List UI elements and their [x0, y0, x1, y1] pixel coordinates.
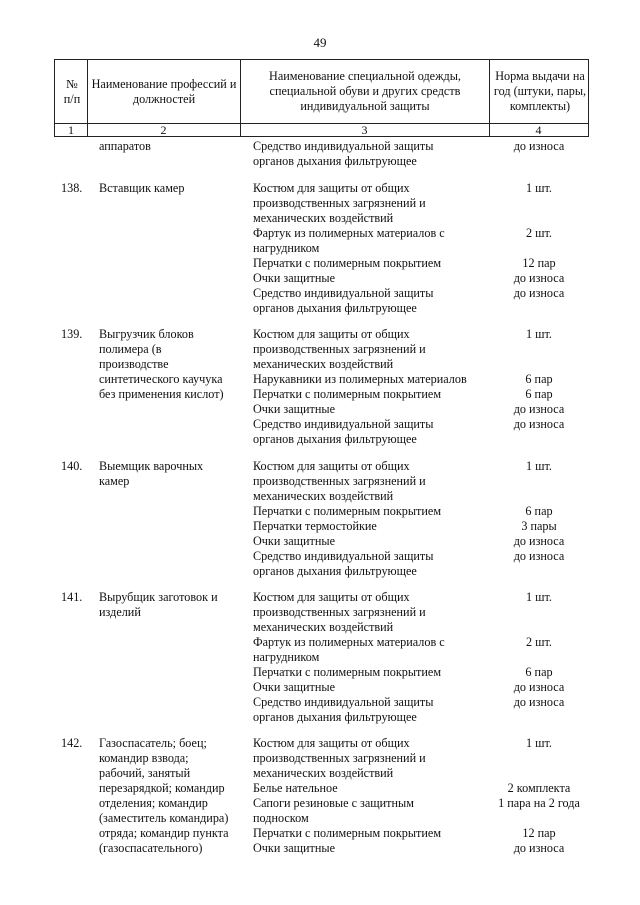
equipment-text: Средство индивидуальной защиты [253, 139, 434, 153]
norm-text: до износа [513, 549, 565, 563]
equipment-text: Фартук из полимерных материалов с [253, 226, 445, 240]
norm-text: до износа [513, 271, 565, 285]
column-number-3: 3 [361, 123, 368, 137]
header-profession [91, 60, 237, 123]
profession-text: аппаратов [99, 139, 151, 153]
header-profession-label: Наименование профессий и должностей [91, 76, 237, 106]
equipment-text: Костюм для защиты от общих [253, 736, 410, 750]
equipment-text: нагрудником [253, 650, 320, 664]
equipment-text: подноском [253, 811, 309, 825]
norm-text: 1 пара на 2 года [498, 796, 580, 810]
equipment-text: органов дыхания фильтрующее [253, 301, 417, 315]
header-norm-label: Норма выдачи на год (штуки, пары, комплекты) [493, 69, 587, 113]
norm-text: 2 шт. [526, 226, 552, 240]
norm-text: 2 комплекта [507, 781, 571, 795]
header-number-label: № п/п [63, 76, 81, 106]
norm-text: 6 пар [525, 504, 553, 518]
equipment-text: органов дыхания фильтрующее [253, 710, 417, 724]
norm-text: до износа [513, 534, 565, 548]
equipment-text: производственных загрязнений и [253, 751, 426, 765]
equipment-text: механических воздействий [253, 489, 394, 503]
norm-text: 2 шт. [526, 635, 552, 649]
norm-text: 1 шт. [526, 181, 552, 195]
profession-text: (заместитель командира) [99, 811, 229, 825]
norm-text: 3 пары [521, 519, 557, 533]
equipment-text: Костюм для защиты от общих [253, 327, 410, 341]
profession-text: Выемщик варочных [99, 459, 204, 473]
equipment-text: Средство индивидуальной защиты [253, 286, 434, 300]
equipment-text: Сапоги резиновые с защитным [253, 796, 414, 810]
norm-text: до износа [513, 402, 565, 416]
equipment-text: Перчатки термостойкие [253, 519, 377, 533]
equipment-text: Костюм для защиты от общих [253, 181, 410, 195]
norm-text: до износа [513, 695, 565, 709]
profession-text: изделий [99, 605, 141, 619]
norm-text: 12 пар [522, 256, 556, 270]
equipment-text: органов дыхания фильтрующее [253, 564, 417, 578]
norm-text: 12 пар [522, 826, 556, 840]
column-number-2: 2 [160, 123, 167, 137]
column-number-1: 1 [68, 123, 74, 137]
page-number: 49 [313, 35, 327, 50]
profession-text: командир взвода; [99, 751, 189, 765]
norm-text: 6 пар [525, 372, 553, 386]
equipment-text: Очки защитные [253, 402, 335, 416]
norm-text: до износа [513, 680, 565, 694]
profession-text: без применения кислот) [99, 387, 224, 401]
equipment-text: Перчатки с полимерным покрытием [253, 256, 442, 270]
equipment-text: механических воздействий [253, 211, 394, 225]
equipment-text: Фартук из полимерных материалов с [253, 635, 445, 649]
equipment-text: механических воздействий [253, 766, 394, 780]
equipment-text: органов дыхания фильтрующее [253, 154, 417, 168]
column-number-4: 4 [535, 123, 542, 137]
equipment-text: Перчатки с полимерным покрытием [253, 826, 442, 840]
row-number: 141. [61, 590, 83, 604]
profession-text: отделения; командир [99, 796, 208, 810]
equipment-text: механических воздействий [253, 620, 394, 634]
profession-text: Вставщик камер [99, 181, 185, 195]
row-number: 138. [61, 181, 83, 195]
norm-text: 6 пар [525, 387, 553, 401]
equipment-text: Очки защитные [253, 680, 335, 694]
header-equipment [245, 60, 485, 123]
norm-text: до износа [513, 417, 565, 431]
row-number: 140. [61, 459, 83, 473]
equipment-text: Очки защитные [253, 841, 335, 855]
equipment-text: производственных загрязнений и [253, 474, 426, 488]
norm-text: 1 шт. [526, 736, 552, 750]
equipment-text: Белье нательное [253, 781, 338, 795]
equipment-text: Перчатки с полимерным покрытием [253, 665, 442, 679]
equipment-text: производственных загрязнений и [253, 342, 426, 356]
profession-text: отряда; командир пункта [99, 826, 229, 840]
equipment-text: механических воздействий [253, 357, 394, 371]
profession-text: синтетического каучука [99, 372, 223, 386]
profession-text: рабочий, занятый [99, 766, 191, 780]
norm-text: до износа [513, 286, 565, 300]
row-number: 139. [61, 327, 83, 341]
equipment-text: Средство индивидуальной защиты [253, 417, 434, 431]
equipment-text: производственных загрязнений и [253, 196, 426, 210]
profession-text: перезарядкой; командир [99, 781, 225, 795]
equipment-text: нагрудником [253, 241, 320, 255]
header-norm [493, 60, 587, 123]
profession-text: производстве [99, 357, 169, 371]
table-header [54, 59, 589, 137]
norm-text: 1 шт. [526, 459, 552, 473]
header-equipment-label: Наименование специальной одежды, специальной обуви и других средств индивидуальной защиты [269, 69, 461, 113]
row-number: 142. [61, 736, 83, 750]
norm-text: до износа [513, 841, 565, 855]
profession-text: Вырубщик заготовок и [99, 590, 218, 604]
norm-text: 1 шт. [526, 590, 552, 604]
equipment-text: Очки защитные [253, 271, 335, 285]
profession-text: полимера (в [99, 342, 162, 356]
header-number [61, 60, 83, 123]
equipment-text: Костюм для защиты от общих [253, 459, 410, 473]
equipment-text: Перчатки с полимерным покрытием [253, 387, 442, 401]
equipment-text: производственных загрязнений и [253, 605, 426, 619]
equipment-text: Нарукавники из полимерных материалов [253, 372, 467, 386]
norm-text: 1 шт. [526, 327, 552, 341]
profession-text: Газоспасатель; боец; [99, 736, 207, 750]
profession-text: (газоспасательного) [99, 841, 203, 855]
profession-text: камер [99, 474, 130, 488]
equipment-text: Средство индивидуальной защиты [253, 549, 434, 563]
norm-text: до износа [513, 139, 565, 153]
equipment-text: Костюм для защиты от общих [253, 590, 410, 604]
equipment-text: Перчатки с полимерным покрытием [253, 504, 442, 518]
norm-text: 6 пар [525, 665, 553, 679]
equipment-text: органов дыхания фильтрующее [253, 432, 417, 446]
equipment-text: Средство индивидуальной защиты [253, 695, 434, 709]
profession-text: Выгрузчик блоков [99, 327, 194, 341]
equipment-text: Очки защитные [253, 534, 335, 548]
